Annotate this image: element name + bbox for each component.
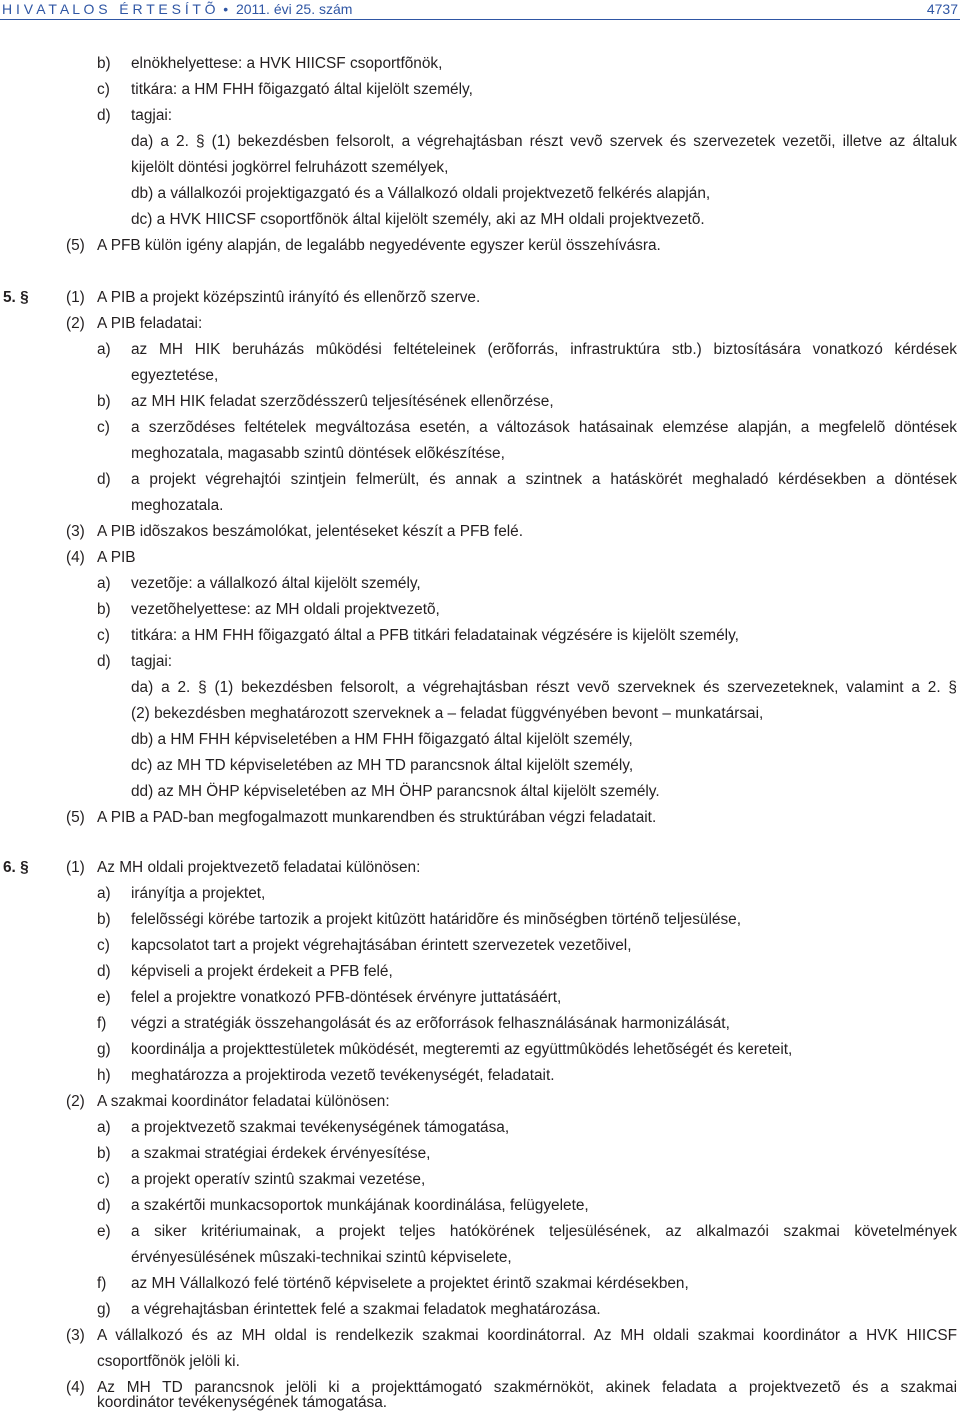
- text-line: A vállalkozó és az MH oldal is rendelkezik szakmai koordinátorral. Az MH oldali szakmai koordinátor a HVK HIICSF: [97, 1327, 957, 1344]
- paragraph-number: (2): [66, 1093, 85, 1110]
- text-line: képviseli a projekt érdekeit a PFB felé,: [131, 963, 393, 980]
- text-line: kapcsolatot tart a projekt végrehajtásában érintett szervezetek vezetõivel,: [131, 937, 632, 954]
- text-line: a szakmai stratégiai érdekek érvényesítése,: [131, 1145, 431, 1162]
- item-label: b): [97, 1145, 111, 1162]
- text-line: Az MH oldali projektvezetõ feladatai különösen:: [97, 859, 421, 876]
- text-line: a szakértõi munkacsoportok munkájának koordinálása, felügyelete,: [131, 1197, 589, 1214]
- text-line: az MH HIK beruházás mûködési feltételeinek (erõforrás, infrastruktúra stb.) biztosítására vonatkozó kérdések: [131, 341, 957, 358]
- text-line: az MH Vállalkozó felé történõ képviselete a projektet érintõ szakmai kérdésekben,: [131, 1275, 689, 1292]
- text-line: dc) a HVK HIICSF csoportfõnök által kijelölt személy, aki az MH oldali projektvezetõ.: [131, 211, 705, 228]
- item-label: b): [97, 393, 111, 410]
- text-line: meghatározza a projektiroda vezetõ tevékenységét, feladatait.: [131, 1067, 555, 1084]
- text-line: vezetõje: a vállalkozó által kijelölt személy,: [131, 575, 421, 592]
- item-label: b): [97, 55, 111, 72]
- text-line: koordinátor tevékenységének támogatása.: [97, 1394, 388, 1411]
- text-line: elnökhelyettese: a HVK HIICSF csoportfõnök,: [131, 55, 443, 72]
- item-label: f): [97, 1015, 107, 1032]
- text-line: titkára: a HM FHH fõigazgató által kijelölt személy,: [131, 81, 473, 98]
- journal-title: H I V A T A L O S É R T E S Í T Õ • 2011. évi 25. szám: [2, 1, 353, 17]
- paragraph-number: (3): [66, 523, 85, 540]
- text-line: egyeztetése,: [131, 367, 219, 384]
- header-rule: [0, 19, 960, 20]
- item-label: c): [97, 81, 110, 98]
- paragraph-number: (4): [66, 549, 85, 566]
- text-line: db) a vállalkozói projektigazgató és a Vállalkozó oldali projektvezetõ felkérés alapján,: [131, 185, 711, 202]
- item-label: h): [97, 1067, 111, 1084]
- text-line: tagjai:: [131, 653, 173, 670]
- paragraph-number: (1): [66, 859, 85, 876]
- paragraph-number: (1): [66, 289, 85, 306]
- text-line: a végrehajtásban érintettek felé a szakmai feladatok meghatározása.: [131, 1301, 601, 1318]
- text-line: felel a projektre vonatkozó PFB-döntések érvényre juttatásáért,: [131, 989, 562, 1006]
- item-label: a): [97, 885, 111, 902]
- text-line: A PFB külön igény alapján, de legalább negyedévente egyszer kerül összehívásra.: [97, 237, 661, 254]
- issue-label: 2011. évi 25. szám: [235, 1, 353, 17]
- text-line: kijelölt döntési jogkörrel felruházott személyek,: [131, 159, 449, 176]
- item-label: d): [97, 653, 111, 670]
- text-line: a szerzõdéses feltételek megváltozása esetén, a változások hatásainak elemzése alapján, a megfelelõ döntések: [131, 419, 957, 436]
- item-label: d): [97, 471, 111, 488]
- page-header: [0, 0, 960, 20]
- paragraph-number: (3): [66, 1327, 85, 1344]
- item-label: a): [97, 341, 111, 358]
- text-line: a siker kritériumainak, a projekt teljes hatókörének teljesülésének, az alkalmazói szakmai követelmények: [131, 1223, 957, 1240]
- item-label: c): [97, 627, 110, 644]
- item-label: d): [97, 107, 111, 124]
- text-line: a projekt operatív szintû szakmai vezetése,: [131, 1171, 426, 1188]
- text-line: a projektvezetõ szakmai tevékenységének támogatása,: [131, 1119, 510, 1136]
- item-label: a): [97, 1119, 111, 1136]
- item-label: g): [97, 1041, 111, 1058]
- section-number: 6. §: [3, 859, 29, 876]
- item-label: f): [97, 1275, 107, 1292]
- text-line: Az MH TD parancsnok jelöli ki a projekttámogató szakmérnököt, akinek feladata a projektvezetõ és a szakmai: [97, 1379, 957, 1396]
- item-label: e): [97, 989, 111, 1006]
- text-line: meghozatala, magasabb szintû döntések elõkészítése,: [131, 445, 505, 462]
- paragraph-number: (5): [66, 237, 85, 254]
- text-line: A PIB a PAD-ban megfogalmazott munkarendben és struktúrában végzi feladatait.: [97, 809, 657, 826]
- text-line: A PIB idõszakos beszámolókat, jelentéseket készít a PFB felé.: [97, 523, 524, 540]
- item-label: d): [97, 1197, 111, 1214]
- text-line: dc) az MH TD képviseletében az MH TD parancsnok által kijelölt személy,: [131, 757, 634, 774]
- text-line: A szakmai koordinátor feladatai különösen:: [97, 1093, 390, 1110]
- text-line: koordinálja a projekttestületek mûködését, megteremti az együttmûködés lehetõségét és kereteit,: [131, 1041, 793, 1058]
- item-label: c): [97, 1171, 110, 1188]
- item-label: e): [97, 1223, 111, 1240]
- text-line: da) a 2. § (1) bekezdésben felsorolt, a végrehajtásban részt vevõ szervek és szervezetek vezetõi, illetve az általuk: [131, 133, 957, 150]
- text-line: A PIB: [97, 549, 136, 566]
- text-line: db) a HM FHH képviseletében a HM FHH fõigazgató által kijelölt személy,: [131, 731, 633, 748]
- item-label: d): [97, 963, 111, 980]
- text-line: a projekt végrehajtói szintjein felmerült, és annak a szintnek a hatáskörét meghaladó kérdésekben a döntések: [131, 471, 957, 488]
- text-line: érvényesülésének mûszaki-technikai szintû képviselete,: [131, 1249, 512, 1266]
- text-line: tagjai:: [131, 107, 173, 124]
- paragraph-number: (4): [66, 1379, 85, 1396]
- text-line: A PIB a projekt középszintû irányító és ellenõrzõ szerve.: [97, 289, 481, 306]
- text-line: da) a 2. § (1) bekezdésben felsorolt, a végrehajtásban részt vevõ szerveknek és szervezeteknek, valamint a 2. §: [131, 679, 957, 696]
- item-label: g): [97, 1301, 111, 1318]
- item-label: b): [97, 601, 111, 618]
- text-line: csoportfõnök jelöli ki.: [97, 1353, 240, 1370]
- text-line: titkára: a HM FHH fõigazgató által a PFB titkári feladatainak végzésére is kijelölt személy,: [131, 627, 739, 644]
- page-number: 4737: [926, 1, 958, 17]
- item-label: c): [97, 937, 110, 954]
- item-label: c): [97, 419, 110, 436]
- item-label: a): [97, 575, 111, 592]
- text-line: (2) bekezdésben meghatározott szerveknek a – feladat függvényében bevont – munkatársai,: [131, 705, 764, 722]
- text-line: végzi a stratégiák összehangolását és az erõforrások felhasználásának harmonizálását,: [131, 1015, 730, 1032]
- paragraph-number: (2): [66, 315, 85, 332]
- text-line: felelõsségi körébe tartozik a projekt kitûzött határidõre és minõségben történõ teljesülése,: [131, 911, 741, 928]
- text-line: dd) az MH ÖHP képviseletében az MH ÖHP parancsnok által kijelölt személy.: [131, 783, 660, 800]
- text-line: az MH HIK feladat szerzõdésszerû teljesítésének ellenõrzése,: [131, 393, 554, 410]
- section-number: 5. §: [3, 289, 29, 306]
- text-line: meghozatala.: [131, 497, 224, 514]
- text-line: A PIB feladatai:: [97, 315, 203, 332]
- item-label: b): [97, 911, 111, 928]
- text-line: irányítja a projektet,: [131, 885, 266, 902]
- text-line: vezetõhelyettese: az MH oldali projektvezetõ,: [131, 601, 440, 618]
- paragraph-number: (5): [66, 809, 85, 826]
